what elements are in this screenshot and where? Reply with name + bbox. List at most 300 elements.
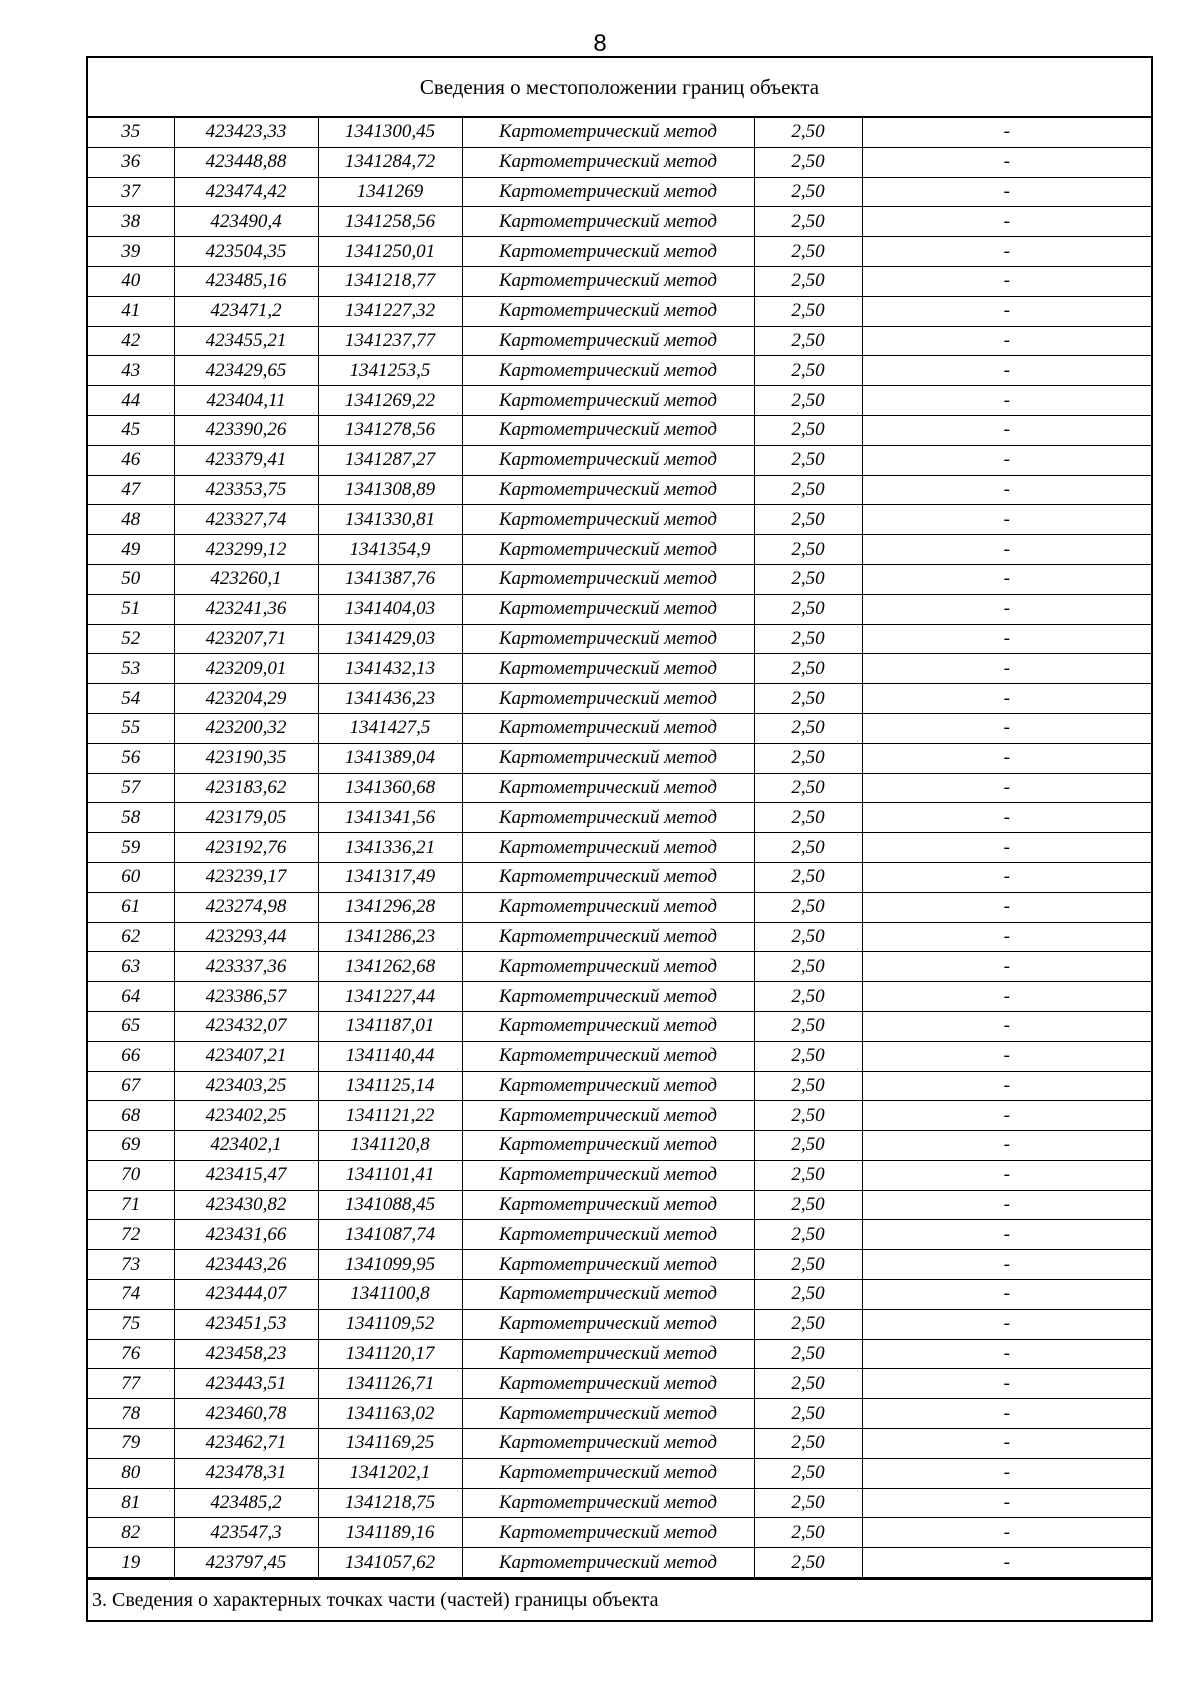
x-coordinate-cell: 423390,26	[174, 415, 318, 445]
table-row	[88, 475, 1151, 505]
description-cell: -	[862, 118, 1151, 147]
x-coordinate-cell: 423474,42	[174, 177, 318, 207]
x-coordinate-cell: 423190,35	[174, 743, 318, 773]
x-coordinate-cell: 423504,35	[174, 237, 318, 267]
description-cell: -	[862, 1220, 1151, 1250]
y-coordinate-cell: 1341218,77	[318, 266, 462, 296]
point-number-cell: 65	[88, 1011, 174, 1041]
method-cell: Картометрический метод	[462, 1071, 754, 1101]
table-row	[88, 833, 1151, 863]
x-coordinate-cell: 423423,33	[174, 118, 318, 147]
method-cell: Картометрический метод	[462, 624, 754, 654]
y-coordinate-cell: 1341284,72	[318, 147, 462, 177]
method-cell: Картометрический метод	[462, 118, 754, 147]
description-cell: -	[862, 743, 1151, 773]
table-row	[88, 1041, 1151, 1071]
description-cell: -	[862, 833, 1151, 863]
x-coordinate-cell: 423443,26	[174, 1250, 318, 1280]
description-cell: -	[862, 1280, 1151, 1310]
point-number-cell: 54	[88, 684, 174, 714]
accuracy-cell: 2,50	[754, 1548, 862, 1578]
point-number-cell: 49	[88, 535, 174, 565]
y-coordinate-cell: 1341287,27	[318, 445, 462, 475]
description-cell: -	[862, 1071, 1151, 1101]
point-number-cell: 53	[88, 654, 174, 684]
table-row	[88, 1548, 1151, 1578]
method-cell: Картометрический метод	[462, 833, 754, 863]
point-number-cell: 78	[88, 1399, 174, 1429]
accuracy-cell: 2,50	[754, 1011, 862, 1041]
x-coordinate-cell: 423460,78	[174, 1399, 318, 1429]
method-cell: Картометрический метод	[462, 654, 754, 684]
table-row	[88, 535, 1151, 565]
description-cell: -	[862, 1160, 1151, 1190]
description-cell: -	[862, 1101, 1151, 1131]
method-cell: Картометрический метод	[462, 803, 754, 833]
description-cell: -	[862, 982, 1151, 1012]
description-cell: -	[862, 147, 1151, 177]
point-number-cell: 76	[88, 1339, 174, 1369]
y-coordinate-cell: 1341360,68	[318, 773, 462, 803]
y-coordinate-cell: 1341088,45	[318, 1190, 462, 1220]
accuracy-cell: 2,50	[754, 356, 862, 386]
table-row	[88, 147, 1151, 177]
description-cell: -	[862, 1488, 1151, 1518]
y-coordinate-cell: 1341427,5	[318, 713, 462, 743]
table-row	[88, 654, 1151, 684]
description-cell: -	[862, 1190, 1151, 1220]
method-cell: Картометрический метод	[462, 1011, 754, 1041]
accuracy-cell: 2,50	[754, 1131, 862, 1161]
table-row	[88, 743, 1151, 773]
accuracy-cell: 2,50	[754, 237, 862, 267]
y-coordinate-cell: 1341432,13	[318, 654, 462, 684]
accuracy-cell: 2,50	[754, 833, 862, 863]
description-cell: -	[862, 177, 1151, 207]
method-cell: Картометрический метод	[462, 862, 754, 892]
accuracy-cell: 2,50	[754, 684, 862, 714]
method-cell: Картометрический метод	[462, 713, 754, 743]
y-coordinate-cell: 1341087,74	[318, 1220, 462, 1250]
x-coordinate-cell: 423471,2	[174, 296, 318, 326]
point-number-cell: 35	[88, 118, 174, 147]
point-number-cell: 77	[88, 1369, 174, 1399]
description-cell: -	[862, 892, 1151, 922]
accuracy-cell: 2,50	[754, 803, 862, 833]
point-number-cell: 40	[88, 266, 174, 296]
accuracy-cell: 2,50	[754, 564, 862, 594]
accuracy-cell: 2,50	[754, 326, 862, 356]
table-row	[88, 684, 1151, 714]
y-coordinate-cell: 1341187,01	[318, 1011, 462, 1041]
y-coordinate-cell: 1341101,41	[318, 1160, 462, 1190]
point-number-cell: 55	[88, 713, 174, 743]
description-cell: -	[862, 862, 1151, 892]
y-coordinate-cell: 1341237,77	[318, 326, 462, 356]
point-number-cell: 72	[88, 1220, 174, 1250]
table-row	[88, 1429, 1151, 1459]
method-cell: Картометрический метод	[462, 266, 754, 296]
method-cell: Картометрический метод	[462, 1399, 754, 1429]
point-number-cell: 58	[88, 803, 174, 833]
accuracy-cell: 2,50	[754, 1399, 862, 1429]
accuracy-cell: 2,50	[754, 386, 862, 416]
y-coordinate-cell: 1341253,5	[318, 356, 462, 386]
y-coordinate-cell: 1341389,04	[318, 743, 462, 773]
description-cell: -	[862, 445, 1151, 475]
accuracy-cell: 2,50	[754, 1339, 862, 1369]
accuracy-cell: 2,50	[754, 624, 862, 654]
description-cell: -	[862, 1548, 1151, 1578]
accuracy-cell: 2,50	[754, 862, 862, 892]
method-cell: Картометрический метод	[462, 892, 754, 922]
y-coordinate-cell: 1341269	[318, 177, 462, 207]
x-coordinate-cell: 423451,53	[174, 1309, 318, 1339]
point-number-cell: 50	[88, 564, 174, 594]
accuracy-cell: 2,50	[754, 1190, 862, 1220]
method-cell: Картометрический метод	[462, 684, 754, 714]
method-cell: Картометрический метод	[462, 922, 754, 952]
table-row	[88, 1071, 1151, 1101]
description-cell: -	[862, 1339, 1151, 1369]
y-coordinate-cell: 1341121,22	[318, 1101, 462, 1131]
description-cell: -	[862, 564, 1151, 594]
table-row	[88, 1190, 1151, 1220]
y-coordinate-cell: 1341120,8	[318, 1131, 462, 1161]
x-coordinate-cell: 423274,98	[174, 892, 318, 922]
accuracy-cell: 2,50	[754, 207, 862, 237]
method-cell: Картометрический метод	[462, 564, 754, 594]
x-coordinate-cell: 423192,76	[174, 833, 318, 863]
y-coordinate-cell: 1341100,8	[318, 1280, 462, 1310]
point-number-cell: 63	[88, 952, 174, 982]
accuracy-cell: 2,50	[754, 296, 862, 326]
x-coordinate-cell: 423485,2	[174, 1488, 318, 1518]
x-coordinate-cell: 423337,36	[174, 952, 318, 982]
method-cell: Картометрический метод	[462, 1309, 754, 1339]
method-cell: Картометрический метод	[462, 982, 754, 1012]
x-coordinate-cell: 423432,07	[174, 1011, 318, 1041]
table-row	[88, 624, 1151, 654]
point-number-cell: 61	[88, 892, 174, 922]
y-coordinate-cell: 1341250,01	[318, 237, 462, 267]
y-coordinate-cell: 1341140,44	[318, 1041, 462, 1071]
x-coordinate-cell: 423407,21	[174, 1041, 318, 1071]
point-number-cell: 71	[88, 1190, 174, 1220]
description-cell: -	[862, 1399, 1151, 1429]
point-number-cell: 69	[88, 1131, 174, 1161]
y-coordinate-cell: 1341330,81	[318, 505, 462, 535]
method-cell: Картометрический метод	[462, 1280, 754, 1310]
point-number-cell: 82	[88, 1518, 174, 1548]
x-coordinate-cell: 423448,88	[174, 147, 318, 177]
description-cell: -	[862, 386, 1151, 416]
table-row	[88, 1458, 1151, 1488]
method-cell: Картометрический метод	[462, 952, 754, 982]
accuracy-cell: 2,50	[754, 743, 862, 773]
description-cell: -	[862, 624, 1151, 654]
description-cell: -	[862, 535, 1151, 565]
table-row	[88, 1250, 1151, 1280]
description-cell: -	[862, 415, 1151, 445]
x-coordinate-cell: 423299,12	[174, 535, 318, 565]
description-cell: -	[862, 1250, 1151, 1280]
table-row	[88, 266, 1151, 296]
x-coordinate-cell: 423490,4	[174, 207, 318, 237]
y-coordinate-cell: 1341120,17	[318, 1339, 462, 1369]
accuracy-cell: 2,50	[754, 1518, 862, 1548]
point-number-cell: 79	[88, 1429, 174, 1459]
point-number-cell: 36	[88, 147, 174, 177]
table-row	[88, 1339, 1151, 1369]
x-coordinate-cell: 423353,75	[174, 475, 318, 505]
y-coordinate-cell: 1341099,95	[318, 1250, 462, 1280]
method-cell: Картометрический метод	[462, 237, 754, 267]
table-row	[88, 118, 1151, 147]
method-cell: Картометрический метод	[462, 1190, 754, 1220]
y-coordinate-cell: 1341218,75	[318, 1488, 462, 1518]
x-coordinate-cell: 423327,74	[174, 505, 318, 535]
point-number-cell: 39	[88, 237, 174, 267]
x-coordinate-cell: 423458,23	[174, 1339, 318, 1369]
y-coordinate-cell: 1341227,32	[318, 296, 462, 326]
method-cell: Картометрический метод	[462, 1458, 754, 1488]
y-coordinate-cell: 1341169,25	[318, 1429, 462, 1459]
description-cell: -	[862, 1369, 1151, 1399]
accuracy-cell: 2,50	[754, 982, 862, 1012]
description-cell: -	[862, 1429, 1151, 1459]
method-cell: Картометрический метод	[462, 386, 754, 416]
description-cell: -	[862, 1041, 1151, 1071]
point-number-cell: 74	[88, 1280, 174, 1310]
x-coordinate-cell: 423430,82	[174, 1190, 318, 1220]
table-row	[88, 1488, 1151, 1518]
description-cell: -	[862, 1458, 1151, 1488]
boundary-table-frame	[86, 56, 1153, 1622]
y-coordinate-cell: 1341278,56	[318, 415, 462, 445]
point-number-cell: 52	[88, 624, 174, 654]
table-row	[88, 564, 1151, 594]
method-cell: Картометрический метод	[462, 356, 754, 386]
accuracy-cell: 2,50	[754, 922, 862, 952]
description-cell: -	[862, 773, 1151, 803]
accuracy-cell: 2,50	[754, 445, 862, 475]
y-coordinate-cell: 1341354,9	[318, 535, 462, 565]
x-coordinate-cell: 423200,32	[174, 713, 318, 743]
y-coordinate-cell: 1341262,68	[318, 952, 462, 982]
table-row	[88, 952, 1151, 982]
table-row	[88, 177, 1151, 207]
method-cell: Картометрический метод	[462, 1488, 754, 1518]
table-row	[88, 803, 1151, 833]
description-cell: -	[862, 296, 1151, 326]
x-coordinate-cell: 423183,62	[174, 773, 318, 803]
point-number-cell: 68	[88, 1101, 174, 1131]
table-row	[88, 1369, 1151, 1399]
accuracy-cell: 2,50	[754, 266, 862, 296]
table-row	[88, 1101, 1151, 1131]
y-coordinate-cell: 1341057,62	[318, 1548, 462, 1578]
accuracy-cell: 2,50	[754, 1429, 862, 1459]
point-number-cell: 80	[88, 1458, 174, 1488]
x-coordinate-cell: 423241,36	[174, 594, 318, 624]
y-coordinate-cell: 1341308,89	[318, 475, 462, 505]
method-cell: Картометрический метод	[462, 475, 754, 505]
method-cell: Картометрический метод	[462, 1101, 754, 1131]
method-cell: Картометрический метод	[462, 535, 754, 565]
x-coordinate-cell: 423209,01	[174, 654, 318, 684]
y-coordinate-cell: 1341126,71	[318, 1369, 462, 1399]
y-coordinate-cell: 1341429,03	[318, 624, 462, 654]
method-cell: Картометрический метод	[462, 1369, 754, 1399]
accuracy-cell: 2,50	[754, 594, 862, 624]
y-coordinate-cell: 1341317,49	[318, 862, 462, 892]
point-number-cell: 56	[88, 743, 174, 773]
description-cell: -	[862, 684, 1151, 714]
table-row	[88, 1518, 1151, 1548]
point-number-cell: 70	[88, 1160, 174, 1190]
accuracy-cell: 2,50	[754, 1250, 862, 1280]
description-cell: -	[862, 1518, 1151, 1548]
table-row	[88, 594, 1151, 624]
description-cell: -	[862, 803, 1151, 833]
description-cell: -	[862, 1309, 1151, 1339]
accuracy-cell: 2,50	[754, 1369, 862, 1399]
x-coordinate-cell: 423429,65	[174, 356, 318, 386]
y-coordinate-cell: 1341296,28	[318, 892, 462, 922]
point-number-cell: 57	[88, 773, 174, 803]
point-number-cell: 44	[88, 386, 174, 416]
method-cell: Картометрический метод	[462, 445, 754, 475]
x-coordinate-cell: 423379,41	[174, 445, 318, 475]
x-coordinate-cell: 423239,17	[174, 862, 318, 892]
accuracy-cell: 2,50	[754, 773, 862, 803]
method-cell: Картометрический метод	[462, 1518, 754, 1548]
description-cell: -	[862, 1131, 1151, 1161]
point-number-cell: 46	[88, 445, 174, 475]
y-coordinate-cell: 1341404,03	[318, 594, 462, 624]
point-number-cell: 38	[88, 207, 174, 237]
y-coordinate-cell: 1341227,44	[318, 982, 462, 1012]
x-coordinate-cell: 423402,25	[174, 1101, 318, 1131]
method-cell: Картометрический метод	[462, 743, 754, 773]
description-cell: -	[862, 237, 1151, 267]
accuracy-cell: 2,50	[754, 475, 862, 505]
x-coordinate-cell: 423444,07	[174, 1280, 318, 1310]
table-row	[88, 356, 1151, 386]
table-row	[88, 773, 1151, 803]
table-row	[88, 1399, 1151, 1429]
x-coordinate-cell: 423204,29	[174, 684, 318, 714]
method-cell: Картометрический метод	[462, 1131, 754, 1161]
point-number-cell: 81	[88, 1488, 174, 1518]
y-coordinate-cell: 1341125,14	[318, 1071, 462, 1101]
x-coordinate-cell: 423415,47	[174, 1160, 318, 1190]
method-cell: Картометрический метод	[462, 326, 754, 356]
accuracy-cell: 2,50	[754, 1220, 862, 1250]
accuracy-cell: 2,50	[754, 654, 862, 684]
point-number-cell: 64	[88, 982, 174, 1012]
x-coordinate-cell: 423797,45	[174, 1548, 318, 1578]
accuracy-cell: 2,50	[754, 177, 862, 207]
coordinates-table	[88, 118, 1151, 1578]
table-row	[88, 1160, 1151, 1190]
table-row	[88, 445, 1151, 475]
x-coordinate-cell: 423260,1	[174, 564, 318, 594]
table-row	[88, 1220, 1151, 1250]
table-row	[88, 982, 1151, 1012]
y-coordinate-cell: 1341286,23	[318, 922, 462, 952]
point-number-cell: 75	[88, 1309, 174, 1339]
y-coordinate-cell: 1341336,21	[318, 833, 462, 863]
x-coordinate-cell: 423179,05	[174, 803, 318, 833]
description-cell: -	[862, 713, 1151, 743]
accuracy-cell: 2,50	[754, 535, 862, 565]
point-number-cell: 41	[88, 296, 174, 326]
x-coordinate-cell: 423404,11	[174, 386, 318, 416]
point-number-cell: 51	[88, 594, 174, 624]
x-coordinate-cell: 423547,3	[174, 1518, 318, 1548]
description-cell: -	[862, 266, 1151, 296]
y-coordinate-cell: 1341109,52	[318, 1309, 462, 1339]
coordinates-table-body	[88, 118, 1151, 1578]
method-cell: Картометрический метод	[462, 505, 754, 535]
point-number-cell: 60	[88, 862, 174, 892]
y-coordinate-cell: 1341202,1	[318, 1458, 462, 1488]
table-row	[88, 326, 1151, 356]
method-cell: Картометрический метод	[462, 177, 754, 207]
method-cell: Картометрический метод	[462, 1339, 754, 1369]
table-row	[88, 505, 1151, 535]
description-cell: -	[862, 356, 1151, 386]
y-coordinate-cell: 1341189,16	[318, 1518, 462, 1548]
y-coordinate-cell: 1341341,56	[318, 803, 462, 833]
x-coordinate-cell: 423403,25	[174, 1071, 318, 1101]
point-number-cell: 66	[88, 1041, 174, 1071]
accuracy-cell: 2,50	[754, 147, 862, 177]
y-coordinate-cell: 1341269,22	[318, 386, 462, 416]
point-number-cell: 47	[88, 475, 174, 505]
section-title: Сведения о местоположении границ объекта	[88, 58, 1151, 118]
table-row	[88, 386, 1151, 416]
accuracy-cell: 2,50	[754, 1280, 862, 1310]
method-cell: Картометрический метод	[462, 1548, 754, 1578]
point-number-cell: 42	[88, 326, 174, 356]
description-cell: -	[862, 505, 1151, 535]
x-coordinate-cell: 423431,66	[174, 1220, 318, 1250]
x-coordinate-cell: 423455,21	[174, 326, 318, 356]
table-row	[88, 1309, 1151, 1339]
method-cell: Картометрический метод	[462, 207, 754, 237]
method-cell: Картометрический метод	[462, 415, 754, 445]
table-row	[88, 237, 1151, 267]
accuracy-cell: 2,50	[754, 505, 862, 535]
accuracy-cell: 2,50	[754, 1458, 862, 1488]
point-number-cell: 73	[88, 1250, 174, 1280]
x-coordinate-cell: 423402,1	[174, 1131, 318, 1161]
y-coordinate-cell: 1341163,02	[318, 1399, 462, 1429]
method-cell: Картометрический метод	[462, 1250, 754, 1280]
x-coordinate-cell: 423207,71	[174, 624, 318, 654]
method-cell: Картометрический метод	[462, 1429, 754, 1459]
x-coordinate-cell: 423478,31	[174, 1458, 318, 1488]
table-row	[88, 922, 1151, 952]
accuracy-cell: 2,50	[754, 1309, 862, 1339]
footer-note: 3. Сведения о характерных точках части (частей) границы объекта	[88, 1578, 1151, 1620]
accuracy-cell: 2,50	[754, 1101, 862, 1131]
x-coordinate-cell: 423386,57	[174, 982, 318, 1012]
table-row	[88, 1131, 1151, 1161]
